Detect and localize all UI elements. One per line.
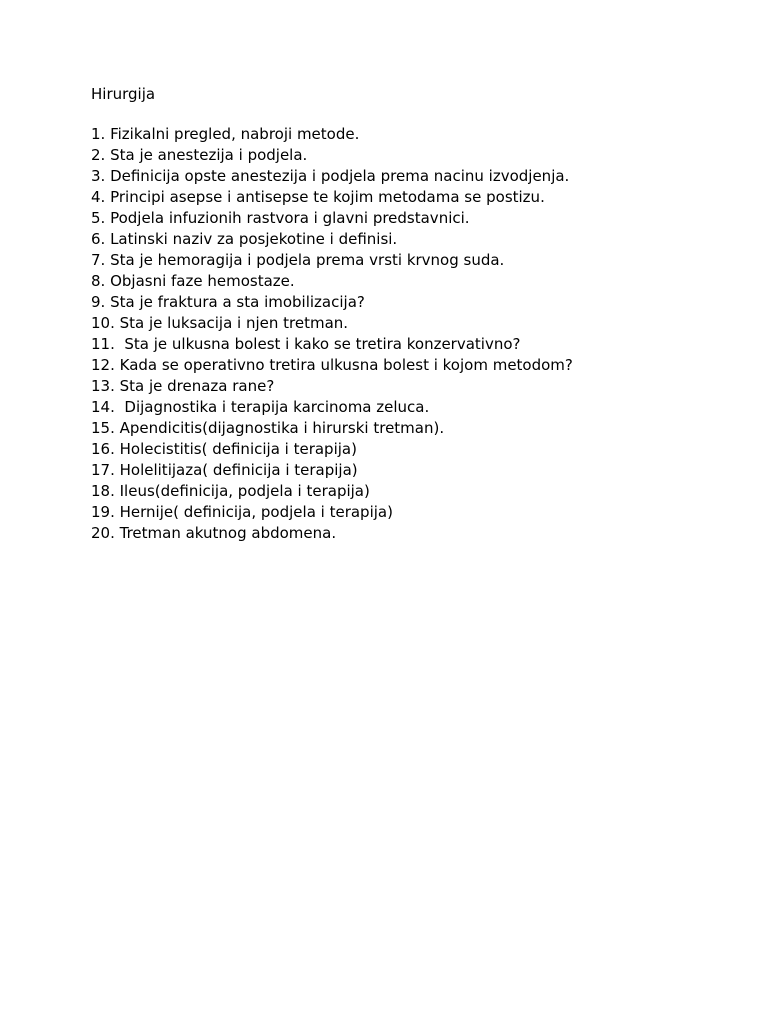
list-item: 14. Dijagnostika i terapija karcinoma zeluca. bbox=[91, 398, 430, 416]
list-item: 10. Sta je luksacija i njen tretman. bbox=[91, 314, 349, 332]
list-item: 6. Latinski naziv za posjekotine i definisi. bbox=[91, 230, 398, 248]
list-item: 2. Sta je anestezija i podjela. bbox=[91, 146, 308, 164]
list-item: 3. Definicija opste anestezija i podjela prema nacinu izvodjenja. bbox=[91, 167, 570, 185]
list-item: 18. Ileus(definicija, podjela i terapija) bbox=[91, 482, 370, 500]
document-content bbox=[91, 84, 731, 544]
list-item: 16. Holecistitis( definicija i terapija) bbox=[91, 440, 357, 458]
list-item: 17. Holelitijaza( definicija i terapija) bbox=[91, 461, 358, 479]
list-item: 15. Apendicitis(dijagnostika i hirurski tretman). bbox=[91, 419, 445, 437]
list-item: 19. Hernije( definicija, podjela i terapija) bbox=[91, 503, 393, 521]
list-item: 4. Principi asepse i antisepse te kojim metodama se postizu. bbox=[91, 188, 545, 206]
question-list bbox=[91, 124, 731, 544]
document-title: Hirurgija bbox=[91, 85, 156, 103]
list-item: 7. Sta je hemoragija i podjela prema vrsti krvnog suda. bbox=[91, 251, 505, 269]
list-item: 1. Fizikalni pregled, nabroji metode. bbox=[91, 125, 360, 143]
list-item: 20. Tretman akutnog abdomena. bbox=[91, 524, 337, 542]
list-item: 8. Objasni faze hemostaze. bbox=[91, 272, 295, 290]
list-item: 9. Sta je fraktura a sta imobilizacija? bbox=[91, 293, 365, 311]
list-item: 12. Kada se operativno tretira ulkusna bolest i kojom metodom? bbox=[91, 356, 573, 374]
list-item: 5. Podjela infuzionih rastvora i glavni predstavnici. bbox=[91, 209, 470, 227]
list-item: 11. Sta je ulkusna bolest i kako se tretira konzervativno? bbox=[91, 335, 521, 353]
list-item: 13. Sta je drenaza rane? bbox=[91, 377, 275, 395]
